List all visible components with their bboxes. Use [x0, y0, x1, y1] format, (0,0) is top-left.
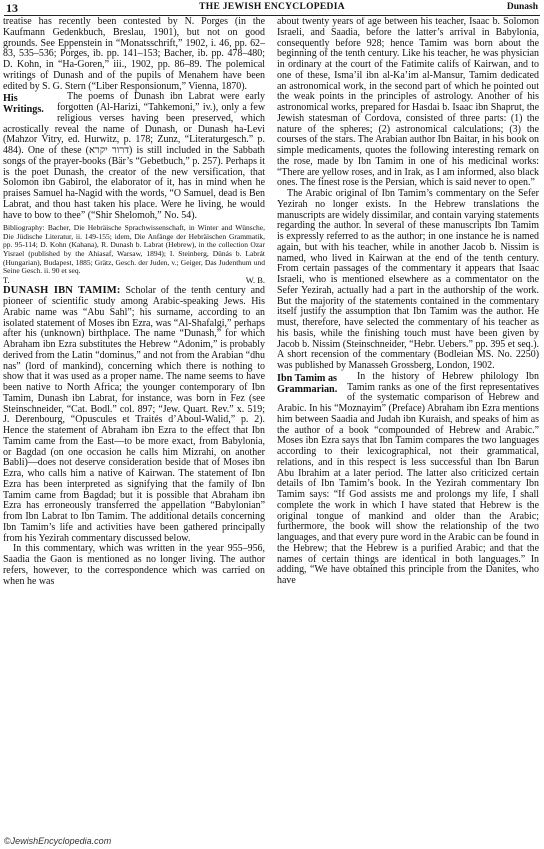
bibliography-author: W. B.: [245, 274, 265, 285]
marginal-heading: His Writings.: [3, 93, 44, 116]
bibliography-signature: [3, 276, 265, 285]
running-word: Dunash: [506, 2, 538, 12]
paragraph: treatise has recently been contested by N. Porges (in the Kaufmann Gedenkbuch, Breslau, 1901), but not on good grounds. See Eppenstein in “Monatsschrift,” 1902, i. 46, pp. 62–83, 535–536; Porges, ib. pp. 141–153; Bacher, ib. pp. 478–480; D. Kohn, in “Ha-Goren,” iii., 1902, pp. 86–89. The polemical writings of Dunash and of the pupils of Menahem have been edited by S. G. Stern (“Liber Responsionum,” Vienna, 1870).: [3, 17, 265, 92]
article-text: Scholar of the tenth century and pioneer of scientific study among Arabic-speaking Jews. His Arabic name was “Abu Sahl”; his surname, according to an isolated statement of Moses ibn Ezra, was “Al-Shafalgi,” perhaps after his (unknown) birthplace. The name “Dunash,” for which Abraham ibn Ezra substitutes the Hebrew “Adonim,” is probably derived from the Latin “dominus,” and not from the Arabian “dhu nas” (lord of mankind), concerning which there is nothing to show that it was used as a proper name. The name seems to have been native to North Africa; the younger contemporary of Ibn Tamim, Dunash ibn Labrat, for instance, was born in Fez (see Steinschneider, “Cat. Bodl.” col. 897; “Jew. Quart. Rev.” x. 519; J. Derenbourg, “Opuscules et Traités d’Aboul-Walid,” p. 2). Hence the statement of Abraham ibn Ezra to the effect that Ibn Tamim came from the East—to be more exact, from Babylonia, or Bagdad (on one occasion he calls him Mizrahi, on another Babli)—does not deserve consideration beside that of Moses ibn Ezra, who calls him a native of Kairwan. The statement of Ibn Ezra has been interpreted as signifying that the family of Ibn Tamim came from Bagdad; but it is possible that Abraham ibn Ezra has erroneously transferred the appellation “Babylonian” from Ibn Labrat to Ibn Tamim. The additional details concerning Ibn Tamim’s life and activities have been gathered principally from his Yezirah commentary discussed below.: [3, 285, 265, 544]
footer: [4, 836, 111, 846]
bibliography-text: Bibliography: Bacher, Die Hebräische Sprachwissenschaft, in Winter and Wünsche, Die Jüdische Literatur, ii. 149-155; idem, Die Anfänge der Hebräischen Grammatik, pp. 95-114; D. Kohn (Kahana), R. Dunash b. Labrat (Hebrew), in the collection Ozar Yisrael (published by the Ahiasaf, Warsaw, 1894); I. Steinberg, Dünás b. Labrát (Hungarian), Budapest, 1885; Grätz, Gesch. der Juden, v.; Geiger, Das Judenthum und Seine Gesch. ii. 90 et seq.: [3, 223, 265, 276]
running-header: [4, 1, 540, 15]
paragraph: The poems of Dunash ibn Labrat were early forgotten (Al-Harizi, “Tahkemoni,” iv.), only a few religious verses having been preserved, which acrostically reveal the name of Dunash, or Dunash ha-Levi (Mahzor Vitry, ed. Hurwitz, p. 178; Zunz, “Literaturgesch.” p. 484). One of these (דרור יקרא) is still included in the Sabbath songs of the prayer-books (Bär’s “Gebetbuch,” p. 257). Perhaps it is the poet Dunash, the creator of the new versification, that Solomon ibn Gabirol, the elaborator of it, has in mind when he praises Samuel ha-Nagid with the words, “O Samuel, dead is Ben Labrat, and thou hast taken his place. Were he living, he would have to bow to thee” (“Shir Shelomoh,” No. 54).: [3, 91, 265, 221]
paragraph: In the history of Hebrew philology Ibn Tamim ranks as one of the first representatives of the systematic comparison of Hebrew and Arabic. In his “Moznayim” (Preface) Abraham ibn Ezra mentions him between Saadia and Judah ibn Kuraish, and speaks of him as the author of a book “compounded of Hebrew and Arabic.” Moses ibn Ezra says that Ibn Tamim compares the two languages according to their lexicographical, not their grammatical, relations, and in this respect is less successful than Ibn Barun Abu Ibrahim at a later period. The latter also criticized certain details of Ibn Tamim’s book. In the Yezirah commentary Ibn Tamim says: “If God assists me and prolongs my life, I shall complete the work in which I have stated that Hebrew is the original tongue of mankind and older than the Arabic; furthermore, the book will show the relationship of the two languages, and that every pure word in the Arabic can be found in the Hebrew; that the Hebrew is a purified Arabic; and that the names of certain things are identical in both languages.” In adding, “We have obtained this principle from the Danites, who have: [277, 370, 539, 586]
running-title: THE JEWISH ENCYCLOPEDIA: [199, 2, 345, 12]
marginal-heading: Ibn Tamim as Grammarian.: [277, 372, 338, 395]
article-paragraph: [3, 286, 265, 544]
paragraph: In this commentary, which was written in the year 955–956, Saadia the Gaon is mentioned as no longer living. The author refers, however, to the correspondence which was carried on when he was: [3, 543, 265, 587]
paragraph: about twenty years of age between his teacher, Isaac b. Solomon Israeli, and Saadia, before the latter’s arrival in Babylonia, consequently before 928; hence Tamim was born about the beginning of the tenth century. Like his teacher, he was physician in ordinary at the court of the Fatimite califs of Kairwan, and to one of these, Isma’il ibn al-Ka’im al-Mansur, Tamim dedicated an astronomical work, in the second part of which he pointed out the weak points in the principles of astrology. Another of his astronomical works, prepared for Hasdai b. Isaac ibn Shaprut, the Jewish statesman of Cordova, consisted of three parts: (1) the nature of the spheres; (2) astronomical calculations; (3) the courses of the stars. The Arabian author Ibn Baitar, in his book on simple medicaments, quotes the following interesting remark on the rose, made by Ibn Tamim in one of his medicinal works: “There are yellow roses, and in Irak, as I am informed, also black ones. The finest rose is the Persian, which is said never to open.”: [277, 17, 539, 189]
page-number: 13: [6, 1, 18, 15]
bibliography-mark: T.: [3, 274, 10, 285]
header-rule: [4, 15, 540, 16]
left-column: [3, 17, 265, 823]
paragraph: The Arabic original of Ibn Tamim’s commentary on the Sefer Yezirah no longer exists. In the Hebrew translations the manuscripts are widely dissimilar, and contain varying statements regarding the author. In several of these manuscripts Ibn Tamim is expressly referred to as the author; in one instance he is named again, but with his teacher, while in another Jacob b. Nissim is named, who lived in Kairwan at the end of the tenth century. From certain passages of the commentary it appears that Isaac Israeli, who is mentioned elsewhere as a commentator on the Sefer Yezirah, actually had a part in the authorship of the work. But the majority of the statements contained in the commentary itself justify the assumption that Ibn Tamim was the author. He must, therefore, have selected the commentary of his teacher as his basis, while the finishing touch must have been given by Jacob b. Nissim (Steinschneider, “Hebr. Uebers.” pp. 395 et seq.). A short recension of the commentary (Bodleian MS. No. 2250) was published by Manasseh Grossberg, London, 1902.: [277, 188, 539, 371]
bibliography: [3, 224, 265, 284]
article-heading: DUNASH IBN TAMIM:: [3, 285, 121, 297]
footer-site[interactable]: JewishEncyclopedia.com: [10, 836, 112, 846]
right-column: [277, 17, 539, 823]
copyright-symbol: ©: [4, 836, 11, 846]
